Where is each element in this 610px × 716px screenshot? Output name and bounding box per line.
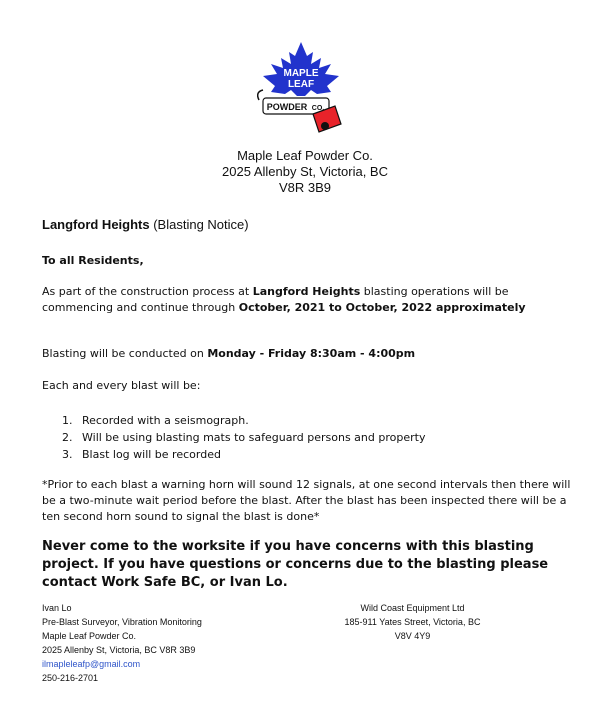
signature-right — [330, 601, 495, 643]
list-item: 1. Recorded with a seismograph. — [62, 414, 249, 427]
sig-role: Pre-Blast Surveyor, Vibration Monitoring — [42, 617, 202, 627]
schedule-paragraph — [42, 346, 562, 362]
notice-project: Langford Heights — [42, 217, 150, 232]
para1-text1: As part of the construction process at — [42, 285, 253, 298]
company-postal: V8R 3B9 — [278, 180, 332, 195]
logo-line1: MAPLE — [283, 68, 319, 79]
notice-title — [42, 217, 249, 232]
notice-title-suffix: (Blasting Notice) — [149, 217, 249, 232]
list-item: 2. Will be using blasting mats to safeguard persons and property — [62, 431, 426, 444]
greeting: To all Residents, — [42, 254, 144, 267]
maple-leaf-powder-logo — [255, 40, 347, 140]
para1-project: Langford Heights — [252, 285, 361, 298]
sig-address: 2025 Allenby St, Victoria, BC V8R 3B9 — [42, 645, 196, 655]
intro-paragraph — [42, 284, 562, 316]
sig-right-company: Wild Coast Equipment Ltd — [360, 603, 465, 613]
signature-left — [42, 601, 202, 685]
sig-right-address: 185-911 Yates Street, Victoria, BC — [344, 617, 481, 627]
logo-line2: LEAF — [287, 79, 315, 90]
blast-intro: Each and every blast will be: — [42, 379, 201, 392]
para2-schedule: Monday - Friday 8:30am - 4:00pm — [207, 347, 416, 360]
sig-email-link[interactable]: ilmapleleafp@gmail.com — [42, 659, 141, 669]
para1-dates: October, 2021 to October, 2022 approximately — [238, 301, 526, 314]
blast-list — [62, 412, 425, 463]
sig-phone: 250-216-2701 — [42, 673, 99, 683]
sig-company: Maple Leaf Powder Co. — [42, 631, 137, 641]
sig-name: Ivan Lo — [42, 603, 72, 613]
company-header — [0, 148, 610, 196]
horn-paragraph: *Prior to each blast a warning horn will sound 12 signals, at one second intervals then there will be a two-minute wait period before the blast. After the blast has been inspected there will be a ten second horn sound to signal the blast is done* — [42, 478, 571, 523]
company-address: 2025 Allenby St, Victoria, BC — [222, 164, 388, 179]
warning-text: Never come to the worksite if you have concerns with this blasting project. If you have questions or concerns due to the blasting please contact Work Safe BC, or Ivan Lo. — [42, 539, 549, 590]
logo-line4: CO. — [311, 105, 325, 112]
para1-text2: blasting operations will be commencing and continue through — [42, 285, 509, 314]
list-item: 3. Blast log will be recorded — [62, 448, 221, 461]
logo-line3: POWDER — [266, 102, 308, 112]
company-name: Maple Leaf Powder Co. — [237, 148, 373, 163]
sig-right-postal: V8V 4Y9 — [394, 631, 431, 641]
para2-text1: Blasting will be conducted on — [42, 347, 208, 360]
